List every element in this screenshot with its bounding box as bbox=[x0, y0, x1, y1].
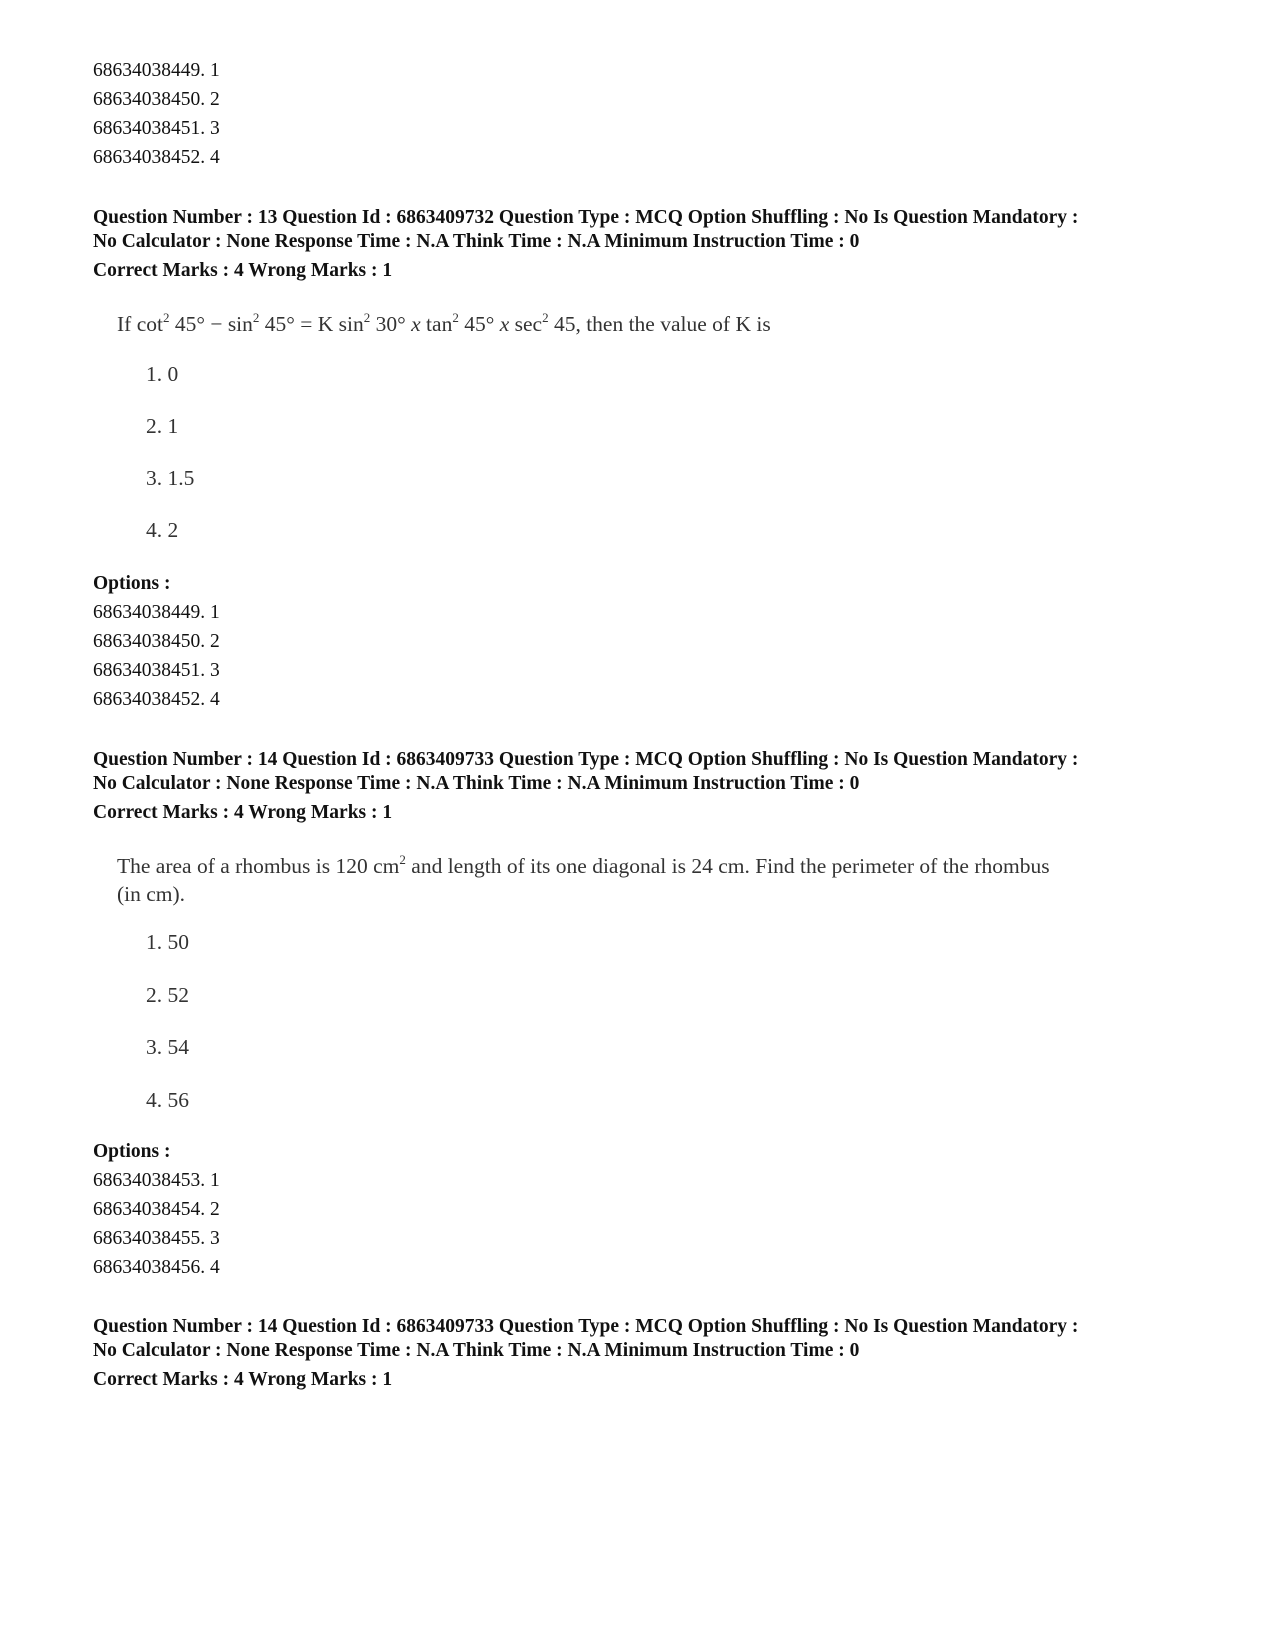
option-line: 68634038455. 3 bbox=[93, 1228, 220, 1249]
question-stem: The area of a rhombus is 120 $cm^2$ and length of its one diagonal is 24 cm. Find the perimeter of the rhombus (in cm). bbox=[117, 852, 1050, 906]
question-meta-line: No Calculator : None Response Time : N.A Think Time : N.A Minimum Instruction Time : 0 bbox=[93, 773, 860, 794]
question-stem: If $\cot^2 45^\circ - \sin^2 45^\circ = K$ $\sin^2 30^\circ$ x $\tan^2 45^\circ$ x $\sec^2 45$, then the value of K is bbox=[117, 310, 771, 336]
question-marks: Correct Marks : 4 Wrong Marks : 1 bbox=[93, 802, 393, 823]
option-line: 68634038449. 1 bbox=[93, 602, 220, 623]
answer-choice: 2. 1 bbox=[146, 414, 179, 438]
option-line: 68634038450. 2 bbox=[93, 89, 220, 110]
options-label: Options : bbox=[93, 1141, 171, 1162]
answer-choice: 3. 1.5 bbox=[146, 466, 195, 490]
question-14-meta bbox=[93, 748, 1203, 825]
option-line: 68634038456. 4 bbox=[93, 1257, 220, 1278]
option-line: 68634038450. 2 bbox=[93, 631, 220, 652]
question-14-options bbox=[93, 1137, 220, 1282]
question-13-options bbox=[93, 569, 220, 714]
answer-choice: 4. 2 bbox=[146, 518, 179, 542]
options-label: Options : bbox=[93, 573, 171, 594]
option-line: 68634038451. 3 bbox=[93, 660, 220, 681]
question-13-meta bbox=[93, 206, 1203, 283]
question-marks: Correct Marks : 4 Wrong Marks : 1 bbox=[93, 260, 393, 281]
question-meta-line: No Calculator : None Response Time : N.A Think Time : N.A Minimum Instruction Time : 0 bbox=[93, 1340, 860, 1361]
answer-choice: 1. 0 bbox=[146, 362, 179, 386]
option-line: 68634038453. 1 bbox=[93, 1170, 220, 1191]
answer-choice: 4. 56 bbox=[146, 1088, 189, 1112]
question-14-repeat-meta bbox=[93, 1315, 1203, 1392]
question-meta-line: Question Number : 14 Question Id : 6863409733 Question Type : MCQ Option Shuffling : No Is Question Mandatory : bbox=[93, 1316, 1079, 1337]
question-meta-line: Question Number : 14 Question Id : 6863409733 Question Type : MCQ Option Shuffling : No Is Question Mandatory : bbox=[93, 749, 1079, 770]
question-meta-line: No Calculator : None Response Time : N.A Think Time : N.A Minimum Instruction Time : 0 bbox=[93, 231, 860, 252]
question-14-body bbox=[117, 852, 1187, 1122]
option-line: 68634038452. 4 bbox=[93, 689, 220, 710]
answer-choice: 2. 52 bbox=[146, 983, 189, 1007]
answer-choice: 3. 54 bbox=[146, 1035, 189, 1059]
question-13-body bbox=[117, 310, 1187, 550]
option-line: 68634038454. 2 bbox=[93, 1199, 220, 1220]
question-marks: Correct Marks : 4 Wrong Marks : 1 bbox=[93, 1369, 393, 1390]
option-line: 68634038449. 1 bbox=[93, 60, 220, 81]
question-meta-line: Question Number : 13 Question Id : 6863409732 Question Type : MCQ Option Shuffling : No Is Question Mandatory : bbox=[93, 207, 1079, 228]
top-options-list bbox=[93, 56, 220, 172]
option-line: 68634038451. 3 bbox=[93, 118, 220, 139]
answer-choice: 1. 50 bbox=[146, 930, 189, 954]
option-line: 68634038452. 4 bbox=[93, 147, 220, 168]
